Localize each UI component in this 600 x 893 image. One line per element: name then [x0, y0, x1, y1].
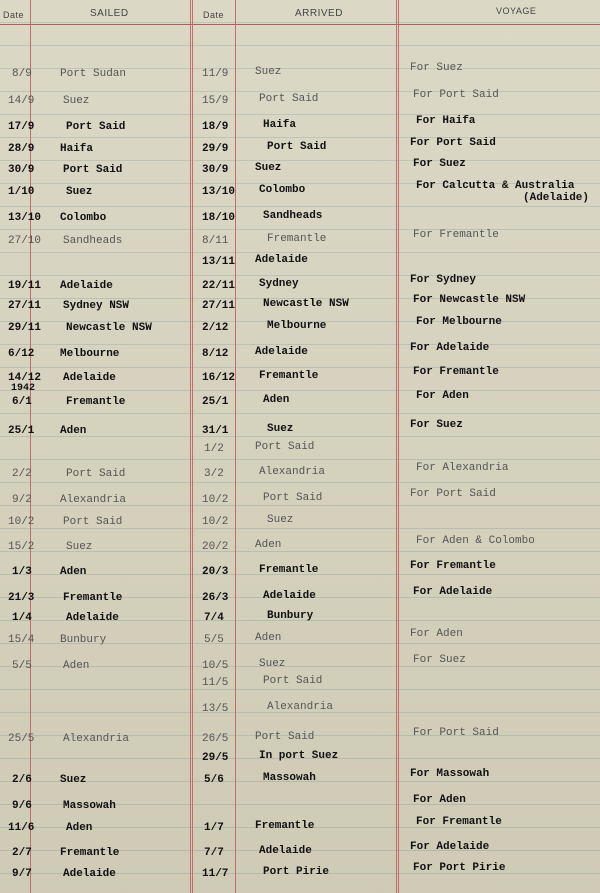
sailed-port: Alexandria: [60, 494, 127, 506]
arrived-date: 13/5: [202, 703, 229, 715]
voyage-text: For Fremantle: [410, 560, 496, 572]
sailed-date: 27/10: [8, 235, 42, 247]
sailed-date: 14/12: [8, 372, 42, 384]
arrived-date: 15/9: [202, 95, 229, 107]
voyage-text: For Suez: [413, 654, 466, 666]
sailed-date: 2/7: [12, 847, 32, 859]
arrived-date: 29/9: [202, 143, 229, 155]
arrived-port: Port Said: [267, 141, 327, 153]
voyage-text: For Adelaide: [410, 841, 490, 853]
sailed-date: 11/6: [8, 822, 35, 834]
arrived-port: Haifa: [263, 119, 297, 131]
arrived-date: 26/3: [202, 592, 229, 604]
arrived-date: 10/2: [202, 516, 229, 528]
header-rule: [0, 24, 600, 25]
voyage-text: For Fremantle: [413, 229, 499, 241]
arrived-port: Melbourne: [267, 320, 327, 332]
sailed-date: 27/11: [8, 300, 42, 312]
sailed-port: Alexandria: [63, 733, 130, 745]
voyage-text: For Port Said: [413, 727, 499, 739]
sailed-port: Bunbury: [60, 634, 107, 646]
arrived-port: Sydney: [259, 278, 299, 290]
arrived-port: Sandheads: [263, 210, 323, 222]
arrived-port: Suez: [255, 66, 282, 78]
arrived-port: Adelaide: [259, 845, 312, 857]
sailed-date: 9/6: [12, 800, 32, 812]
sailed-port: Aden: [60, 566, 87, 578]
arrived-port: Port Said: [255, 441, 315, 453]
voyage-text: For Port Said: [413, 89, 499, 101]
sailed-date: 15/2: [8, 541, 35, 553]
sailed-date: 5/5: [12, 660, 32, 672]
arrived-date: 29/5: [202, 752, 229, 764]
voyage-text: For Calcutta & Australia: [416, 180, 575, 192]
sailed-port: Adelaide: [63, 372, 116, 384]
arrived-date: 1/7: [204, 822, 224, 834]
arrived-port: Adelaide: [263, 590, 316, 602]
sailed-date: 1/10: [8, 186, 35, 198]
voyage-text: (Adelaide): [523, 192, 590, 204]
header-date-arrived: Date: [203, 10, 225, 20]
sailed-date: 25/1: [8, 425, 35, 437]
sailed-port: Port Said: [66, 121, 126, 133]
arrived-date: 11/5: [202, 677, 229, 689]
sailed-port: Suez: [66, 186, 93, 198]
arrived-date: 20/2: [202, 541, 229, 553]
sailed-port: Suez: [63, 95, 90, 107]
arrived-date: 1/2: [204, 443, 224, 455]
voyage-text: For Haifa: [416, 115, 476, 127]
sailed-port: Adelaide: [63, 868, 116, 880]
arrived-date: 30/9: [202, 164, 229, 176]
arrived-port: Port Said: [263, 492, 323, 504]
arrived-port: Suez: [267, 423, 294, 435]
sailed-date: 14/9: [8, 95, 35, 107]
voyage-text: For Port Said: [410, 488, 496, 500]
voyage-text: For Suez: [410, 419, 463, 431]
sailed-date: 10/2: [8, 516, 35, 528]
voyage-text: For Port Pirie: [413, 862, 506, 874]
voyage-text: For Aden: [416, 390, 469, 402]
sailed-date: 28/9: [8, 143, 35, 155]
arrived-date: 8/12: [202, 348, 229, 360]
faint-signature: ​: [422, 606, 426, 629]
arrived-date: 2/12: [202, 322, 229, 334]
arrived-date: 11/7: [202, 868, 229, 880]
arrived-date: 5/5: [204, 634, 224, 646]
arrived-date: 11/9: [202, 68, 229, 80]
sailed-date: 19/11: [8, 280, 42, 292]
sailed-date: 30/9: [8, 164, 35, 176]
voyage-text: For Aden & Colombo: [416, 535, 535, 547]
arrived-port: Port Pirie: [263, 866, 330, 878]
sailed-port: Adelaide: [60, 280, 113, 292]
voyage-text: For Sydney: [410, 274, 477, 286]
sailed-port: Suez: [60, 774, 87, 786]
arrived-date: 13/11: [202, 256, 236, 268]
voyage-text: For Adelaide: [413, 586, 493, 598]
arrived-port: Port Said: [259, 93, 319, 105]
voyage-text: For Aden: [413, 794, 466, 806]
arrived-date: 3/2: [204, 468, 224, 480]
sailed-port: Port Said: [66, 468, 126, 480]
arrived-port: Port Said: [263, 675, 323, 687]
column-rule: [190, 0, 191, 893]
sailed-port: Aden: [60, 425, 87, 437]
arrived-port: In port Suez: [259, 750, 339, 762]
sailed-date: 2/6: [12, 774, 32, 786]
sailed-port: Port Said: [63, 164, 123, 176]
arrived-date: 27/11: [202, 300, 236, 312]
arrived-date: 7/7: [204, 847, 224, 859]
sailed-date: 21/3: [8, 592, 35, 604]
voyage-text: For Massowah: [410, 768, 490, 780]
sailed-port: Port Sudan: [60, 68, 127, 80]
arrived-date: 10/5: [202, 660, 229, 672]
arrived-port: Colombo: [259, 184, 306, 196]
arrived-port: Suez: [259, 658, 286, 670]
sailed-date: 17/9: [8, 121, 35, 133]
sailed-date: 6/12: [8, 348, 35, 360]
voyage-text: For Fremantle: [416, 816, 502, 828]
arrived-port: Alexandria: [259, 466, 326, 478]
sailed-port: Melbourne: [60, 348, 120, 360]
sailed-port: Aden: [63, 660, 90, 672]
sailed-date: 1/3: [12, 566, 32, 578]
arrived-port: Adelaide: [255, 346, 308, 358]
sailed-date: 13/10: [8, 212, 42, 224]
arrived-date: 10/2: [202, 494, 229, 506]
header-date-sailed: Date: [3, 10, 25, 20]
sailed-port: Fremantle: [63, 592, 123, 604]
header-sailed: SAILED: [90, 8, 129, 19]
sailed-port: Newcastle NSW: [66, 322, 152, 334]
header-arrived: ARRIVED: [295, 8, 343, 19]
arrived-port: Fremantle: [259, 564, 319, 576]
arrived-port: Adelaide: [255, 254, 308, 266]
voyage-text: For Fremantle: [413, 366, 499, 378]
arrived-date: 18/9: [202, 121, 229, 133]
sailed-date: 6/1: [12, 396, 32, 408]
voyage-text: For Adelaide: [410, 342, 490, 354]
sailed-date: 15/4: [8, 634, 35, 646]
sailed-port: Sandheads: [63, 235, 123, 247]
arrived-port: Suez: [255, 162, 282, 174]
voyage-text: For Aden: [410, 628, 463, 640]
arrived-date: 7/4: [204, 612, 224, 624]
arrived-port: Port Said: [255, 731, 315, 743]
sailed-port: Colombo: [60, 212, 107, 224]
sailed-date: 9/2: [12, 494, 32, 506]
column-rule: [396, 0, 397, 893]
sailed-port: Sydney NSW: [63, 300, 130, 312]
sailed-port: Fremantle: [66, 396, 126, 408]
arrived-date: 31/1: [202, 425, 229, 437]
arrived-port: Fremantle: [255, 820, 315, 832]
voyage-text: For Port Said: [410, 137, 496, 149]
arrived-port: Fremantle: [267, 233, 327, 245]
voyage-text: For Suez: [410, 62, 463, 74]
sailed-date: 2/2: [12, 468, 32, 480]
sailed-date: 8/9: [12, 68, 32, 80]
arrived-port: Bunbury: [267, 610, 314, 622]
sailed-port: Massowah: [63, 800, 116, 812]
voyage-text: For Suez: [413, 158, 466, 170]
voyage-text: For Melbourne: [416, 316, 502, 328]
arrived-port: Alexandria: [267, 701, 334, 713]
arrived-port: Aden: [263, 394, 290, 406]
arrived-date: 25/1: [202, 396, 229, 408]
sailed-port: Suez: [66, 541, 93, 553]
arrived-port: Massowah: [263, 772, 316, 784]
sailed-port: Adelaide: [66, 612, 119, 624]
column-rule: [235, 0, 236, 893]
arrived-date: 18/10: [202, 212, 236, 224]
arrived-date: 26/5: [202, 733, 229, 745]
sailed-port: Haifa: [60, 143, 94, 155]
sailed-port: Fremantle: [60, 847, 120, 859]
sailed-port: Aden: [66, 822, 93, 834]
arrived-date: 16/12: [202, 372, 236, 384]
sailed-date: 25/5: [8, 733, 35, 745]
arrived-port: Aden: [255, 632, 282, 644]
arrived-date: 8/11: [202, 235, 229, 247]
arrived-port: Suez: [267, 514, 294, 526]
voyage-text: For Alexandria: [416, 462, 509, 474]
arrived-port: Aden: [255, 539, 282, 551]
arrived-port: Newcastle NSW: [263, 298, 349, 310]
arrived-date: 22/11: [202, 280, 236, 292]
sailed-date: 1/4: [12, 612, 32, 624]
arrived-date: 13/10: [202, 186, 236, 198]
sailed-date: 29/11: [8, 322, 42, 334]
arrived-port: Fremantle: [259, 370, 319, 382]
year-label: 1942: [11, 383, 36, 394]
arrived-date: 5/6: [204, 774, 224, 786]
sailed-port: Port Said: [63, 516, 123, 528]
arrived-date: 20/3: [202, 566, 229, 578]
voyage-text: For Newcastle NSW: [413, 294, 526, 306]
header-voyage: VOYAGE: [496, 6, 537, 16]
sailed-date: 9/7: [12, 868, 32, 880]
